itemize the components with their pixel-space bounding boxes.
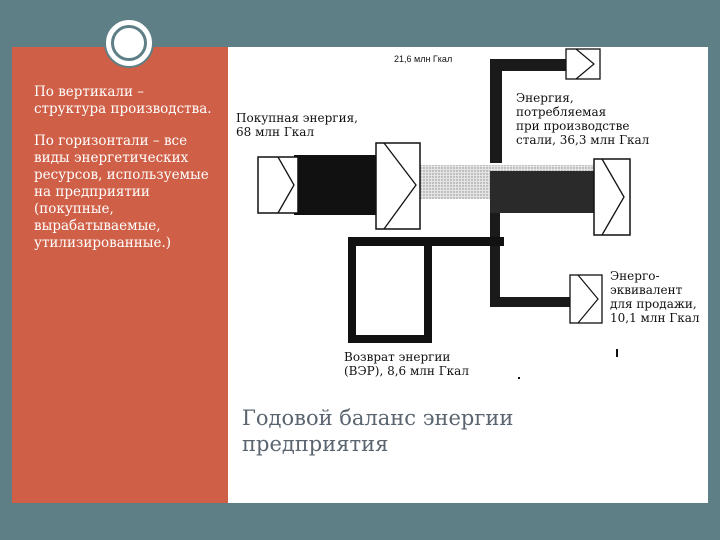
tick-mark-2 — [518, 377, 520, 379]
upper-horizontal-flow — [490, 59, 568, 71]
horizontal-description: По горизонтали – все виды энергетических ресурсов, используемые на предприятии (покупные, вырабатываемые, утилизированные.) — [34, 133, 209, 251]
purchased-energy-label-1: Покупная энергия, — [236, 111, 358, 125]
return-loop-left — [348, 237, 356, 343]
input-box — [258, 157, 298, 213]
upper-vertical-flow — [490, 59, 502, 163]
bottom-bar — [12, 503, 708, 529]
equivalent-label-2: эквивалент — [610, 283, 683, 297]
diagram-svg — [228, 47, 708, 397]
steel-energy-label-4: стали, 36,3 млн Гкал — [516, 133, 650, 147]
lower-flow-horizontal — [490, 297, 572, 307]
purchased-energy-label-2: 68 млн Гкал — [236, 125, 315, 139]
return-loop-bottom — [348, 335, 432, 343]
equivalent-label-3: для продажи, — [610, 297, 697, 311]
steel-flow-bar — [490, 171, 598, 213]
steel-energy-label-2: потребляемая — [516, 105, 607, 119]
process-box — [376, 143, 420, 229]
return-energy-label-2: (ВЭР), 8,6 млн Гкал — [344, 364, 469, 378]
energy-balance-diagram — [228, 47, 708, 401]
steel-energy-label-1: Энергия, — [516, 91, 574, 105]
tick-mark-1 — [616, 349, 618, 357]
equivalent-label-1: Энерго- — [610, 269, 660, 283]
slide-caption: Годовой баланс энергии предприятия — [242, 406, 514, 456]
steel-energy-label-3: при производстве — [516, 119, 630, 133]
left-panel-text — [34, 84, 219, 267]
lower-flow-vertical — [490, 213, 500, 305]
return-loop-right — [424, 237, 432, 343]
ring-ornament-icon — [104, 18, 154, 68]
return-energy-label-1: Возврат энергии — [344, 350, 451, 364]
top-flow-label: 21,6 млн Гкал — [394, 54, 453, 64]
equivalent-label-4: 10,1 млн Гкал — [610, 311, 700, 325]
vertical-description: По вертикали – структура производства. — [34, 84, 212, 117]
equivalent-output-box — [570, 275, 602, 323]
purchased-energy-flow — [294, 155, 378, 215]
